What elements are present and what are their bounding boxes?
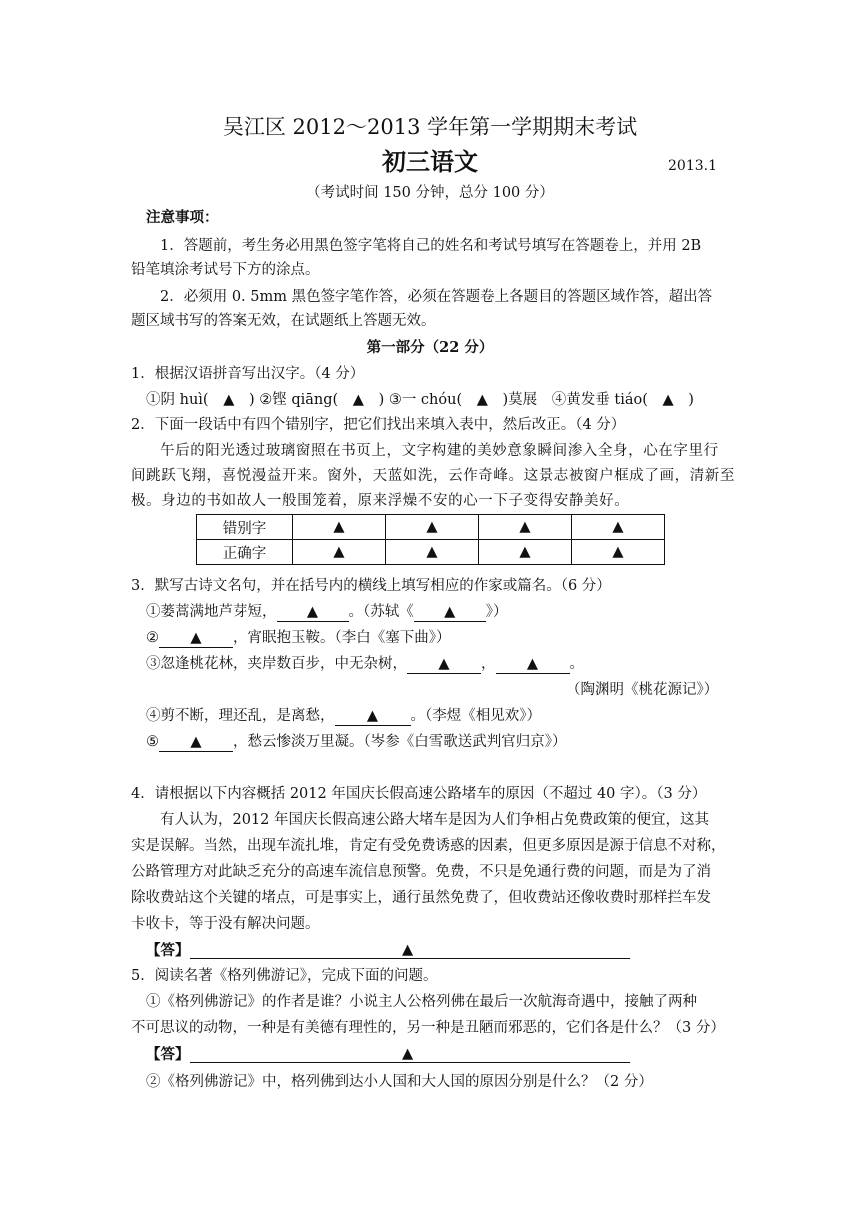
notice-item1-line1: 1．答题前，考生务必用黑色签字笔将自己的姓名和考试号填写在答题卷上，并用 2B <box>160 238 702 254</box>
q1-items <box>146 390 694 410</box>
q1-d-suffix: ) <box>688 392 694 408</box>
q3-item1-source-post: 》） <box>485 604 508 620</box>
table-row <box>197 540 665 565</box>
q2-answer-table <box>196 514 665 565</box>
correct-char-cell-1: ▲ <box>293 540 386 565</box>
wrong-char-header: 错别字 <box>197 515 293 540</box>
exam-subject: 初三语文 <box>382 147 478 176</box>
q4-paragraph-line1: 有人认为，2012 年国庆长假高速公路大堵车是因为人们争相占免费政策的便宜，这其 <box>160 812 710 828</box>
table-row <box>197 515 665 540</box>
wrong-char-cell-4: ▲ <box>572 515 665 540</box>
q3-stem: 3．默写古诗文名句，并在括号内的横线上填写相应的作家或篇名。（6 分） <box>131 578 611 594</box>
q1-a-marker: ▲ <box>223 392 235 408</box>
q3-item2-blank: ▲ <box>159 629 233 648</box>
q3-item5-blank: ▲ <box>159 733 233 752</box>
q3-item3-sep: ， <box>481 656 496 672</box>
wrong-char-cell-2: ▲ <box>386 515 479 540</box>
notice-item2-line2: 题区域书写的答案无效，在试题纸上答题无效。 <box>131 313 436 329</box>
q3-item3-end: 。 <box>569 656 584 672</box>
q3-item4-blank: ▲ <box>335 707 411 726</box>
q3-item3-blank-2: ▲ <box>496 655 570 674</box>
notice-item1-line2: 铅笔填涂考试号下方的涂点。 <box>131 262 320 278</box>
q3-item2 <box>146 628 451 648</box>
q5-sub1-line2: 不可思议的动物，一种是有美德有理性的，另一种是丑陋而邪恶的，它们各是什么？（3 分） <box>131 1020 725 1036</box>
q3-item3-text: ③忽逢桃花林，夹岸数百步，中无杂树， <box>146 656 407 672</box>
q1-c-marker: ▲ <box>476 392 488 408</box>
notice-heading: 注意事项： <box>146 209 219 226</box>
q3-item5-prefix: ⑤ <box>146 734 159 750</box>
q1-b-marker: ▲ <box>352 392 364 408</box>
q2-paragraph-line1: 午后的阳光透过玻璃窗照在书页上，文字构建的美妙意象瞬间渗入全身，心在字里行 <box>160 443 719 459</box>
q3-item5-text: ，愁云惨淡万里凝。（岑参《白雪歌送武判官归京》） <box>233 734 567 750</box>
q3-item3-blank-1: ▲ <box>407 655 481 674</box>
part1-heading: 第一部分（22 分） <box>366 339 494 356</box>
q5-answer-marker: ▲ <box>402 1046 414 1062</box>
q5-sub1-line1: ①《格列佛游记》的作者是谁？小说主人公格列佛在最后一次航海奇遇中，接触了两种 <box>146 994 697 1010</box>
q2-paragraph-line3: 极。身边的书如故人一般围笼着，原来浮燥不安的心一下子变得安静美好。 <box>131 493 630 509</box>
q3-item1-blank: ▲ <box>277 603 349 622</box>
exam-info: （考试时间 150 分钟，总分 100 分） <box>306 185 554 201</box>
notice-item2-line1: 2．必须用 0. 5mm 黑色签字笔作答，必须在答题卷上各题目的答题区域作答，超出答 <box>160 289 713 305</box>
q4-paragraph-line5: 卡收卡，等于没有解决问题。 <box>131 916 320 932</box>
q3-item1-text: ①蒌蒿满地芦芽短， <box>146 604 277 620</box>
q3-item1 <box>146 602 508 622</box>
q3-item4-source: 。（李煜《相见欢》） <box>410 708 541 724</box>
q3-item2-text: ，宵眠抱玉鞍。（李白《塞下曲》） <box>233 630 451 646</box>
q3-item5 <box>146 732 567 752</box>
q1-c-prefix: ) ③一 chóu( <box>378 392 463 408</box>
q4-answer-marker: ▲ <box>402 942 414 958</box>
correct-char-header: 正确字 <box>197 540 293 565</box>
q4-answer-label: 【答】 <box>146 942 190 959</box>
exam-title: 吴江区 2012～2013 学年第一学期期末考试 <box>222 115 638 139</box>
q1-stem: 1．根据汉语拼音写出汉字。（4 分） <box>131 366 365 382</box>
q1-c-suffix: )莫展 <box>502 392 538 408</box>
q4-paragraph-line4: 除收费站这个关键的堵点，可是事实上，通行虽然免费了，但收费站还像收费时那样拦车发 <box>131 890 711 906</box>
q3-item3 <box>146 654 584 674</box>
q3-item2-prefix: ② <box>146 630 159 646</box>
q1-b-prefix: ) ②铿 qiāng( <box>248 392 339 408</box>
q3-item4 <box>146 706 541 726</box>
q2-stem: 2．下面一段话中有四个错别字，把它们找出来填入表中，然后改正。（4 分） <box>131 417 626 433</box>
correct-char-cell-2: ▲ <box>386 540 479 565</box>
correct-char-cell-3: ▲ <box>479 540 572 565</box>
q4-stem: 4．请根据以下内容概括 2012 年国庆长假高速公路堵车的原因（不超过 40 字）。（3 分） <box>131 786 707 802</box>
wrong-char-cell-3: ▲ <box>479 515 572 540</box>
q3-item1-source-blank: ▲ <box>414 603 486 622</box>
q5-answer-label: 【答】 <box>146 1046 190 1063</box>
q3-item1-source-pre: 。（苏轼《 <box>348 604 414 620</box>
q1-d-marker: ▲ <box>662 392 674 408</box>
q5-stem: 5．阅读名著《格列佛游记》，完成下面的问题。 <box>131 968 438 984</box>
q4-paragraph-line3: 公路管理方对此缺乏充分的高速车流信息预警。免费，不只是免通行费的问题，而是为了消 <box>131 864 711 880</box>
q3-item4-text: ④剪不断，理还乱，是离愁， <box>146 708 335 724</box>
q5-sub2-line1: ②《格列佛游记》中，格列佛到达小人国和大人国的原因分别是什么？（2 分） <box>146 1074 653 1090</box>
wrong-char-cell-1: ▲ <box>293 515 386 540</box>
q1-a-prefix: ①阴 huì( <box>146 392 209 408</box>
correct-char-cell-4: ▲ <box>572 540 665 565</box>
q4-paragraph-line2: 实是误解。当然，出现车流扎堆，肯定有受免费诱惑的因素，但更多原因是源于信息不对称， <box>131 838 726 854</box>
exam-date: 2013.1 <box>668 158 717 174</box>
q2-paragraph-line2: 间跳跃飞翔，喜悦漫益开来。窗外，天蓝如洗，云作奇峰。这景志被窗户框成了画，清新至 <box>131 468 735 484</box>
q3-item3-source: （陶渊明《桃花源记》） <box>566 682 719 698</box>
q1-d-prefix: ④黄发垂 tiáo( <box>551 392 648 408</box>
